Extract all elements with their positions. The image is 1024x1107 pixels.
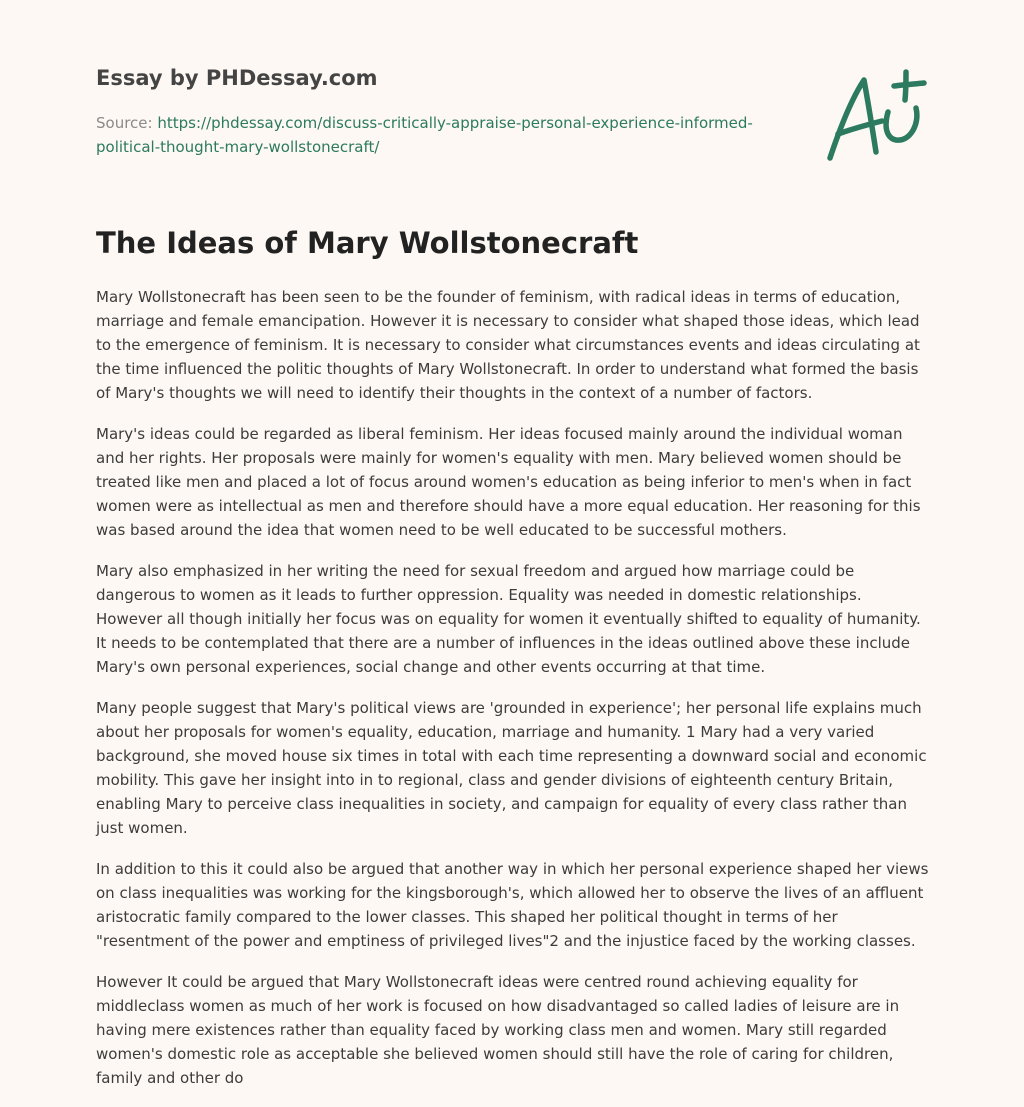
paragraph: Mary also emphasized in her writing the need for sexual freedom and argued how marriage could be dangerous to women as it leads to further oppression. Equality was needed in domestic relationships. However all though initially her focus was on equality for women it eventually shifted to equality of humanity. It needs to be contemplated that there are a number of influences in the ideas outlined above these include Mary's own personal experiences, social change and other events occurring at that time.	[96, 562, 921, 676]
source-link[interactable]: https://phdessay.com/discuss-critically-appraise-personal-experience-informed-political-thought-mary-wollstonecraft/	[96, 114, 753, 156]
source-label: Source:	[96, 114, 153, 132]
article-title: The Ideas of Mary Wollstonecraft	[96, 226, 639, 260]
source-line	[96, 111, 776, 159]
paragraph: Mary's ideas could be regarded as liberal feminism. Her ideas focused mainly around the individual woman and her rights. Her proposals were mainly for women's equality with men. Mary believed women should be treated like men and placed a lot of focus around women's education as being inferior to men's when in fact women were as intellectual as men and therefore should have a more equal education. Her reasoning for this was based around the idea that women need to be well educated to be successful mothers.	[96, 425, 921, 539]
a-plus-logo-svg	[818, 68, 930, 168]
a-plus-grade-icon	[818, 68, 930, 168]
paragraph: Mary Wollstonecraft has been seen to be the founder of feminism, with radical ideas in terms of education, marriage and female emancipation. However it is necessary to consider what shaped those ideas, which lead to the emergence of feminism. It is necessary to consider what circumstances events and ideas circulating at the time influenced the politic thoughts of Mary Wollstonecraft. In order to understand what formed the basis of Mary's thoughts we will need to identify their thoughts in the context of a number of factors.	[96, 288, 920, 402]
site-brand: Essay by PHDessay.com	[96, 66, 378, 90]
paragraph: Many people suggest that Mary's political views are 'grounded in experience'; her personal life explains much about her proposals for women's equality, education, marriage and humanity. 1 Mary had a very varied background, she moved house six times in total with each time representing a downward social and economic mobility. This gave her insight into in to regional, class and gender divisions of eighteenth century Britain, enabling Mary to perceive class inequalities in society, and campaign for equality of every class rather than just women.	[96, 699, 927, 837]
paragraph: In addition to this it could also be argued that another way in which her personal experience shaped her views on class inequalities was working for the kingsborough's, which allowed her to observe the lives of an affluent aristocratic family compared to the lower classes. This shaped her political thought in terms of her "resentment of the power and emptiness of privileged lives"2 and the injustice faced by the working classes.	[96, 860, 929, 950]
paragraph: However It could be argued that Mary Wollstonecraft ideas were centred round achieving equality for middleclass women as much of her work is focused on how disadvantaged so called ladies of leisure are in having mere existences rather than equality faced by working class men and women. Mary still regarded women's domestic role as acceptable she believed women should still have the role of caring for children, family and other do	[96, 973, 900, 1087]
article-body	[96, 285, 932, 1107]
